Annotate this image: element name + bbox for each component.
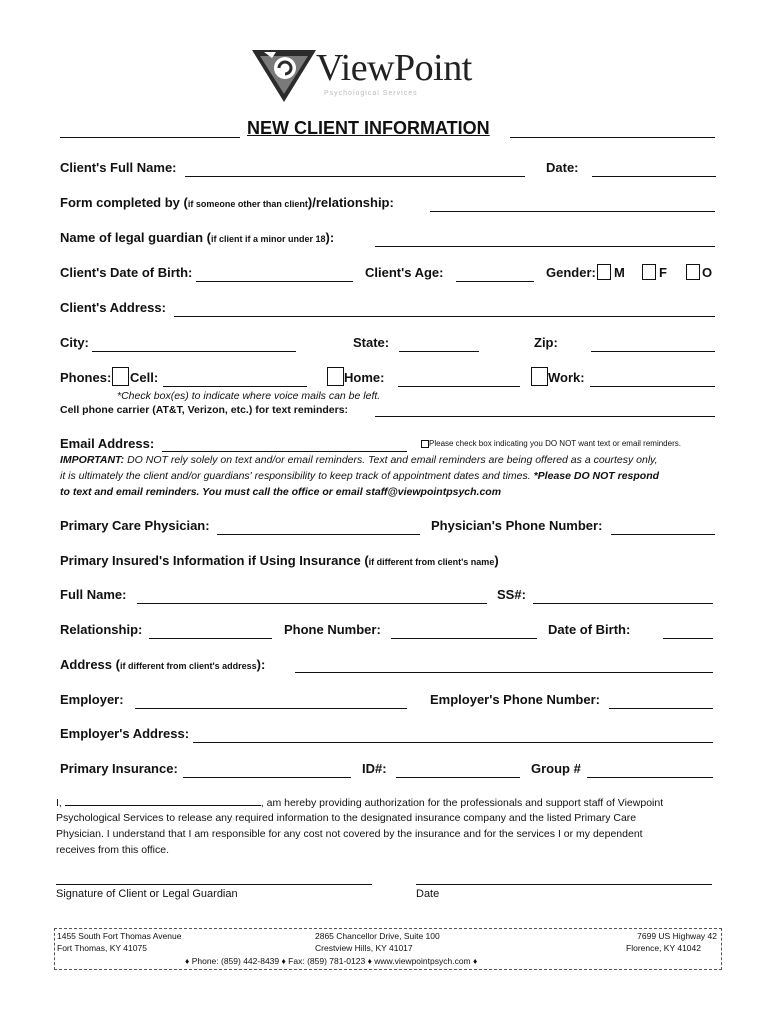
cell-voicemail-checkbox[interactable] bbox=[112, 367, 129, 386]
group-label: Group # bbox=[531, 761, 581, 776]
work-field[interactable] bbox=[590, 386, 715, 387]
relationship-label: Relationship: bbox=[60, 622, 143, 637]
signature-date-label: Date bbox=[416, 888, 440, 900]
email-label: Email Address: bbox=[60, 436, 155, 451]
form-completed-field[interactable] bbox=[430, 211, 715, 212]
page-title: NEW CLIENT INFORMATION bbox=[247, 118, 490, 138]
signature-label: Signature of Client or Legal Guardian bbox=[56, 888, 238, 900]
logo-emblem-icon bbox=[252, 48, 316, 104]
reminder-optout-checkbox[interactable] bbox=[421, 440, 429, 448]
pcp-field[interactable] bbox=[217, 534, 420, 535]
relationship-field[interactable] bbox=[149, 638, 272, 639]
ssn-label: SS#: bbox=[497, 587, 526, 602]
ssn-field[interactable] bbox=[533, 603, 713, 604]
ins-full-name-label: Full Name: bbox=[60, 587, 127, 602]
authorization-name-field[interactable] bbox=[65, 794, 261, 806]
ins-address-label: Address (if different from client's address): bbox=[60, 657, 266, 672]
state-field[interactable] bbox=[399, 351, 479, 352]
title-rule-right bbox=[510, 137, 715, 138]
dob-label: Client's Date of Birth: bbox=[60, 265, 193, 280]
office1-line1: 1455 South Fort Thomas Avenue bbox=[57, 931, 182, 941]
city-label: City: bbox=[60, 335, 89, 350]
full-name-field[interactable] bbox=[185, 176, 525, 177]
gender-o-label: O bbox=[702, 265, 713, 280]
cell-label: Cell: bbox=[130, 370, 159, 385]
pcp-label: Primary Care Physician: bbox=[60, 518, 210, 533]
footer bbox=[54, 928, 722, 970]
age-label: Client's Age: bbox=[365, 265, 444, 280]
address-label: Client's Address: bbox=[60, 300, 166, 315]
age-field[interactable] bbox=[456, 281, 534, 282]
logo-tagline: Psychological Services bbox=[324, 90, 418, 97]
signature-date-field[interactable] bbox=[416, 884, 712, 885]
employer-phone-field[interactable] bbox=[609, 708, 713, 709]
home-voicemail-checkbox[interactable] bbox=[327, 367, 344, 386]
gender-f-label: F bbox=[659, 265, 667, 280]
zip-field[interactable] bbox=[591, 351, 715, 352]
office3-line1: 7699 US Highway 42 bbox=[637, 931, 717, 941]
reminder-optout-label: Please check box indicating you DO NOT want text or email reminders. bbox=[429, 439, 681, 448]
state-label: State: bbox=[353, 335, 390, 350]
office1-line2: Fort Thomas, KY 41075 bbox=[57, 943, 147, 953]
voicemail-note: *Check box(es) to indicate where voice mails can be left. bbox=[117, 390, 381, 402]
work-voicemail-checkbox[interactable] bbox=[531, 367, 548, 386]
employer-field[interactable] bbox=[135, 708, 407, 709]
authorization-line-1: I, , am hereby providing authorization for the professionals and support staff of Viewpoint bbox=[56, 794, 663, 811]
gender-m-checkbox[interactable] bbox=[597, 264, 611, 280]
id-field[interactable] bbox=[396, 777, 520, 778]
zip-label: Zip: bbox=[534, 335, 558, 350]
group-field[interactable] bbox=[587, 777, 713, 778]
home-field[interactable] bbox=[398, 386, 520, 387]
footer-contact: ♦ Phone: (859) 442-8439 ♦ Fax: (859) 781-0123 ♦ www.viewpointpsych.com ♦ bbox=[185, 956, 478, 966]
gender-f-checkbox[interactable] bbox=[642, 264, 656, 280]
date-label: Date: bbox=[546, 160, 579, 175]
important-line-3: to text and email reminders. You must call the office or email staff@viewpointpsych.com bbox=[60, 486, 502, 498]
full-name-label: Client's Full Name: bbox=[60, 160, 177, 175]
cell-field[interactable] bbox=[163, 386, 307, 387]
ins-full-name-field[interactable] bbox=[137, 603, 487, 604]
legal-guardian-field[interactable] bbox=[375, 246, 715, 247]
office2-line2: Crestview Hills, KY 41017 bbox=[315, 943, 413, 953]
pcp-phone-label: Physician's Phone Number: bbox=[431, 518, 603, 533]
carrier-label: Cell phone carrier (AT&T, Verizon, etc.) for text reminders: bbox=[60, 404, 349, 416]
authorization-line-4: receives from this office. bbox=[56, 844, 170, 856]
authorization-line-3: Physician. I understand that I am responsible for any cost not covered by the insurance and for the services I or my dependent bbox=[56, 828, 643, 840]
signature-field[interactable] bbox=[56, 884, 372, 885]
ins-phone-label: Phone Number: bbox=[284, 622, 381, 637]
primary-insurance-label: Primary Insurance: bbox=[60, 761, 178, 776]
email-field[interactable] bbox=[162, 451, 407, 452]
work-label: Work: bbox=[548, 370, 585, 385]
employer-label: Employer: bbox=[60, 692, 124, 707]
id-label: ID#: bbox=[362, 761, 387, 776]
pcp-phone-field[interactable] bbox=[611, 534, 715, 535]
authorization-line-2: Psychological Services to release any required information to the designated insurance company and the listed Primary Care bbox=[56, 812, 637, 824]
ins-dob-field[interactable] bbox=[663, 638, 713, 639]
carrier-field[interactable] bbox=[375, 416, 715, 417]
title-rule-left bbox=[60, 137, 240, 138]
logo bbox=[252, 46, 492, 106]
ins-dob-label: Date of Birth: bbox=[548, 622, 631, 637]
dob-field[interactable] bbox=[196, 281, 353, 282]
insured-heading: Primary Insured's Information if Using Insurance (if different from client's name) bbox=[60, 553, 499, 568]
important-line-1: IMPORTANT: DO NOT rely solely on text and/or email reminders. Text and email reminders are being offered as a courtesy only, bbox=[60, 454, 658, 466]
city-field[interactable] bbox=[92, 351, 296, 352]
address-field[interactable] bbox=[174, 316, 715, 317]
phones-label: Phones: bbox=[60, 370, 112, 385]
gender-label: Gender: bbox=[546, 265, 596, 280]
employer-address-field[interactable] bbox=[193, 742, 713, 743]
legal-guardian-label: Name of legal guardian (if client if a minor under 18): bbox=[60, 230, 335, 245]
employer-address-label: Employer's Address: bbox=[60, 726, 190, 741]
home-label: Home: bbox=[344, 370, 385, 385]
ins-phone-field[interactable] bbox=[391, 638, 537, 639]
employer-phone-label: Employer's Phone Number: bbox=[430, 692, 600, 707]
office2-line1: 2865 Chancellor Drive, Suite 100 bbox=[315, 931, 440, 941]
primary-insurance-field[interactable] bbox=[183, 777, 351, 778]
form-completed-label: Form completed by (if someone other than client)/relationship: bbox=[60, 195, 394, 210]
office3-line2: Florence, KY 41042 bbox=[626, 943, 701, 953]
important-line-2: it is ultimately the client and/or guardians' responsibility to keep track of appointment dates and times. *Please DO NOT respond bbox=[60, 470, 660, 482]
ins-address-field[interactable] bbox=[295, 672, 713, 673]
logo-wordmark: ViewPoint bbox=[316, 47, 472, 89]
gender-o-checkbox[interactable] bbox=[686, 264, 700, 280]
gender-m-label: M bbox=[614, 265, 625, 280]
date-field[interactable] bbox=[592, 176, 716, 177]
